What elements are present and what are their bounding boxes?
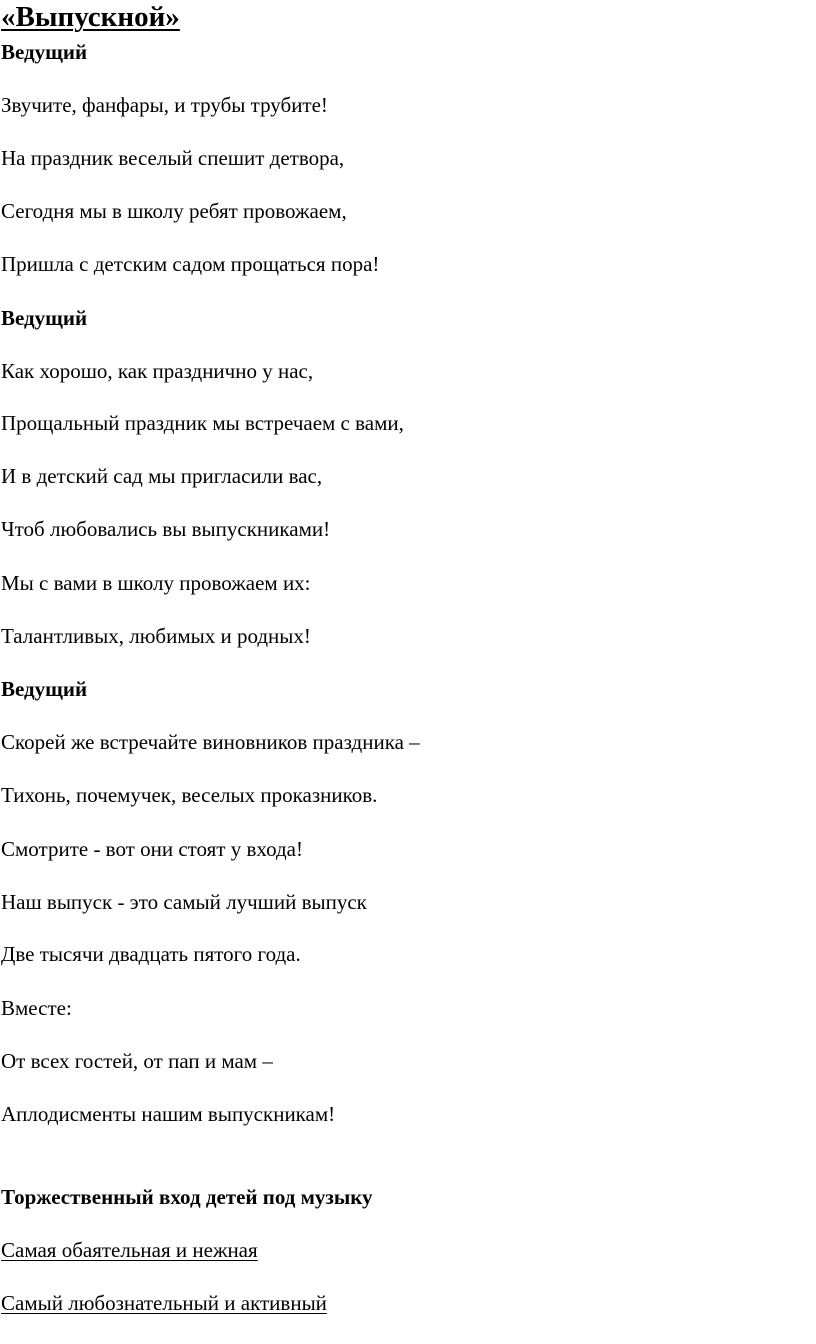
- verse-line: И в детский сад мы пригласили вас,: [1, 464, 323, 488]
- verse-line: Мы с вами в школу провожаем их:: [1, 571, 311, 595]
- verse-line: Прощальный праздник мы встречаем с вами,: [1, 411, 404, 435]
- speaker-label: Ведущий: [1, 40, 88, 64]
- verse-line: Пришла с детским садом прощаться пора!: [1, 252, 380, 276]
- verse-line: Аплодисменты нашим выпускникам!: [1, 1102, 336, 1126]
- speaker-label: Ведущий: [1, 306, 88, 330]
- section-heading: Торжественный вход детей под музыку: [1, 1185, 373, 1209]
- verse-line: Как хорошо, как празднично у нас,: [1, 359, 314, 383]
- verse-line: Сегодня мы в школу ребят провожаем,: [1, 199, 347, 223]
- verse-line: От всех гостей, от пап и мам –: [1, 1049, 273, 1073]
- document-title: «Выпускной»: [1, 1, 180, 33]
- verse-line: Скорей же встречайте виновников праздника –: [1, 730, 420, 754]
- verse-line: Наш выпуск - это самый лучший выпуск: [1, 890, 367, 914]
- verse-line: На праздник веселый спешит детвора,: [1, 146, 345, 170]
- verse-line: Чтоб любовались вы выпускниками!: [1, 517, 331, 541]
- together-label: Вместе:: [1, 996, 72, 1020]
- verse-line: Смотрите - вот они стоят у входа!: [1, 837, 303, 861]
- verse-line: Талантливых, любимых и родных!: [1, 624, 311, 648]
- verse-line: Две тысячи двадцать пятого года.: [1, 942, 301, 966]
- speaker-label: Ведущий: [1, 677, 88, 701]
- underlined-line: Самая обаятельная и нежная: [1, 1238, 258, 1262]
- underlined-line: Самый любознательный и активный: [1, 1291, 327, 1315]
- verse-line: Звучите, фанфары, и трубы трубите!: [1, 93, 328, 117]
- verse-line: Тихонь, почемучек, веселых проказников.: [1, 783, 378, 807]
